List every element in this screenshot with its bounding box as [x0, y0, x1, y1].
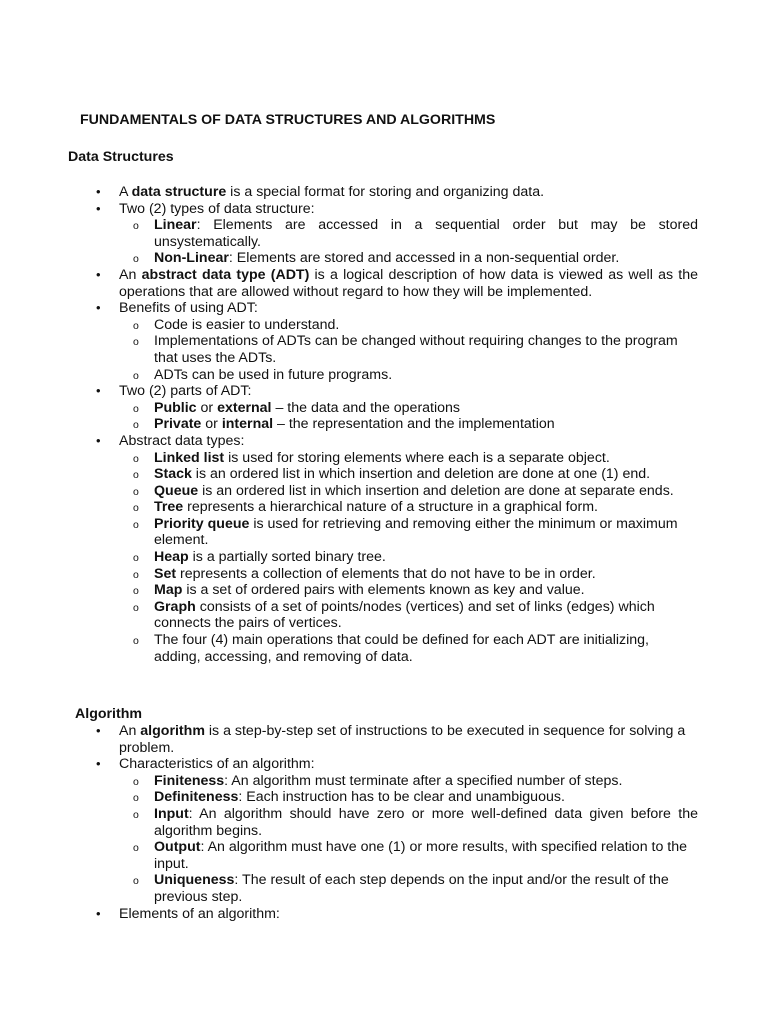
bold-term: Set — [154, 565, 177, 582]
sub-list — [119, 400, 698, 433]
sub-list-item — [154, 773, 698, 790]
bold-term: Heap — [154, 549, 189, 566]
text-run: – the data and the operations — [271, 399, 461, 416]
text-run: Abstract data types: — [119, 432, 245, 449]
sub-list — [119, 317, 698, 383]
sub-list-item — [154, 317, 698, 334]
text-run: is a logical description of how data is viewed as well as the operations that are allowed without regard to how they will be implemented. — [119, 266, 698, 300]
data-structures-list — [0, 184, 698, 665]
bold-term: Public — [154, 399, 197, 416]
sub-list-item — [154, 516, 698, 549]
algorithm-list — [0, 723, 698, 922]
sub-list — [119, 773, 698, 906]
text-run: or — [196, 399, 218, 416]
sub-list-item — [154, 566, 698, 583]
text-run: Implementations of ADTs can be changed without requiring changes to the program that uses the ADTs. — [154, 333, 678, 366]
text-run: or — [201, 416, 222, 433]
bold-term: data structure — [131, 184, 227, 200]
list-item — [0, 906, 698, 923]
bold-term: Non-Linear — [154, 250, 229, 267]
bold-term: Linear — [154, 217, 197, 234]
sub-list-item — [154, 333, 698, 366]
text-run: is a partially sorted binary tree. — [188, 549, 386, 566]
text-run: is an ordered list in which insertion and deletion are done at one (1) end. — [191, 466, 651, 483]
bold-term: Tree — [154, 499, 184, 516]
bold-term: abstract data type (ADT) — [141, 266, 310, 283]
list-item — [0, 756, 698, 905]
bold-term: Finiteness — [154, 772, 225, 789]
bold-term: Definiteness — [154, 789, 239, 806]
text-run: : Elements are accessed in a sequential order but may be stored unsystematically. — [154, 217, 698, 250]
bold-term: Output — [154, 839, 201, 856]
sub-list-item — [154, 582, 698, 599]
sub-list-item — [154, 549, 698, 566]
text-run: An — [119, 723, 141, 739]
text-run: : An algorithm must terminate after a specified number of steps. — [224, 772, 623, 789]
text-run: is an ordered list in which insertion and deletion are done at separate ends. — [198, 482, 674, 499]
list-item — [0, 184, 698, 201]
sub-list-item — [154, 499, 698, 516]
text-run: is a step-by-step set of instructions to be executed in sequence for solving a problem. — [119, 723, 686, 756]
list-item — [0, 300, 698, 383]
bold-term: internal — [221, 416, 274, 433]
sub-list — [119, 217, 698, 267]
bold-term: Priority queue — [154, 515, 250, 532]
sub-list-item — [154, 450, 698, 467]
text-run: represents a hierarchical nature of a structure in a graphical form. — [183, 499, 598, 516]
sub-list-item — [154, 217, 698, 250]
text-run: A — [119, 184, 132, 200]
text-run: is used for retrieving and removing either the minimum or maximum element. — [154, 515, 678, 549]
bold-term: Map — [154, 582, 183, 599]
sub-list-item — [154, 400, 698, 417]
sub-list-item — [154, 599, 698, 632]
sub-list-item — [154, 416, 698, 433]
text-run: ADTs can be used in future programs. — [154, 366, 393, 383]
text-run: Two (2) types of data structure: — [119, 200, 315, 217]
text-run: : The result of each step depends on the input and/or the result of the previous step. — [154, 872, 669, 905]
text-run: Code is easier to understand. — [154, 316, 340, 333]
text-run: An — [119, 266, 142, 283]
bold-term: Queue — [154, 482, 199, 499]
bold-term: external — [217, 399, 272, 416]
list-item — [0, 267, 698, 300]
text-run: Elements of an algorithm: — [119, 905, 280, 922]
sub-list-item — [154, 367, 698, 384]
list-item — [0, 201, 698, 267]
sub-list-item — [154, 789, 698, 806]
document-title: FUNDAMENTALS OF DATA STRUCTURES AND ALGORITHMS — [80, 112, 496, 128]
text-run: represents a collection of elements that do not have to be in order. — [176, 565, 596, 582]
section-heading-algorithm: Algorithm — [75, 706, 142, 722]
text-run: Benefits of using ADT: — [119, 300, 258, 317]
bold-term: Input — [154, 805, 189, 822]
bold-term: Graph — [154, 598, 196, 615]
text-run: Two (2) parts of ADT: — [119, 383, 252, 400]
bold-term: Uniqueness — [154, 872, 235, 889]
section-heading-data-structures: Data Structures — [68, 149, 174, 165]
list-item — [0, 723, 698, 756]
text-run: : An algorithm must have one (1) or more results, with specified relation to the input. — [154, 839, 688, 872]
text-run: consists of a set of points/nodes (vertices) and set of links (edges) which connects the pairs of vertices. — [154, 598, 655, 632]
sub-list — [119, 450, 698, 666]
text-run: is a special format for storing and organizing data. — [226, 184, 545, 200]
text-run: is used for storing elements where each is a separate object. — [224, 449, 610, 466]
bold-term: algorithm — [140, 723, 205, 739]
bold-term: Linked list — [154, 449, 225, 466]
sub-list-item — [154, 466, 698, 483]
text-run: : An algorithm should have zero or more well-defined data given before the algorithm begins. — [154, 805, 698, 839]
text-run: The four (4) main operations that could be defined for each ADT are initializing, adding, accessing, and removing of data. — [154, 632, 650, 665]
sub-list-item — [154, 806, 698, 839]
sub-list-item — [154, 250, 698, 267]
text-run: is a set of ordered pairs with elements known as key and value. — [182, 582, 585, 599]
bold-term: Stack — [154, 466, 192, 483]
bold-term: Private — [154, 416, 202, 433]
list-item — [0, 383, 698, 433]
text-run: : Each instruction has to be clear and unambiguous. — [238, 789, 565, 806]
text-run: Characteristics of an algorithm: — [119, 756, 315, 773]
sub-list-item — [154, 839, 698, 872]
sub-list-item — [154, 632, 698, 665]
sub-list-item — [154, 483, 698, 500]
sub-list-item — [154, 872, 698, 905]
text-run: – the representation and the implementation — [273, 416, 555, 433]
list-item — [0, 433, 698, 665]
text-run: : Elements are stored and accessed in a non-sequential order. — [228, 250, 620, 267]
